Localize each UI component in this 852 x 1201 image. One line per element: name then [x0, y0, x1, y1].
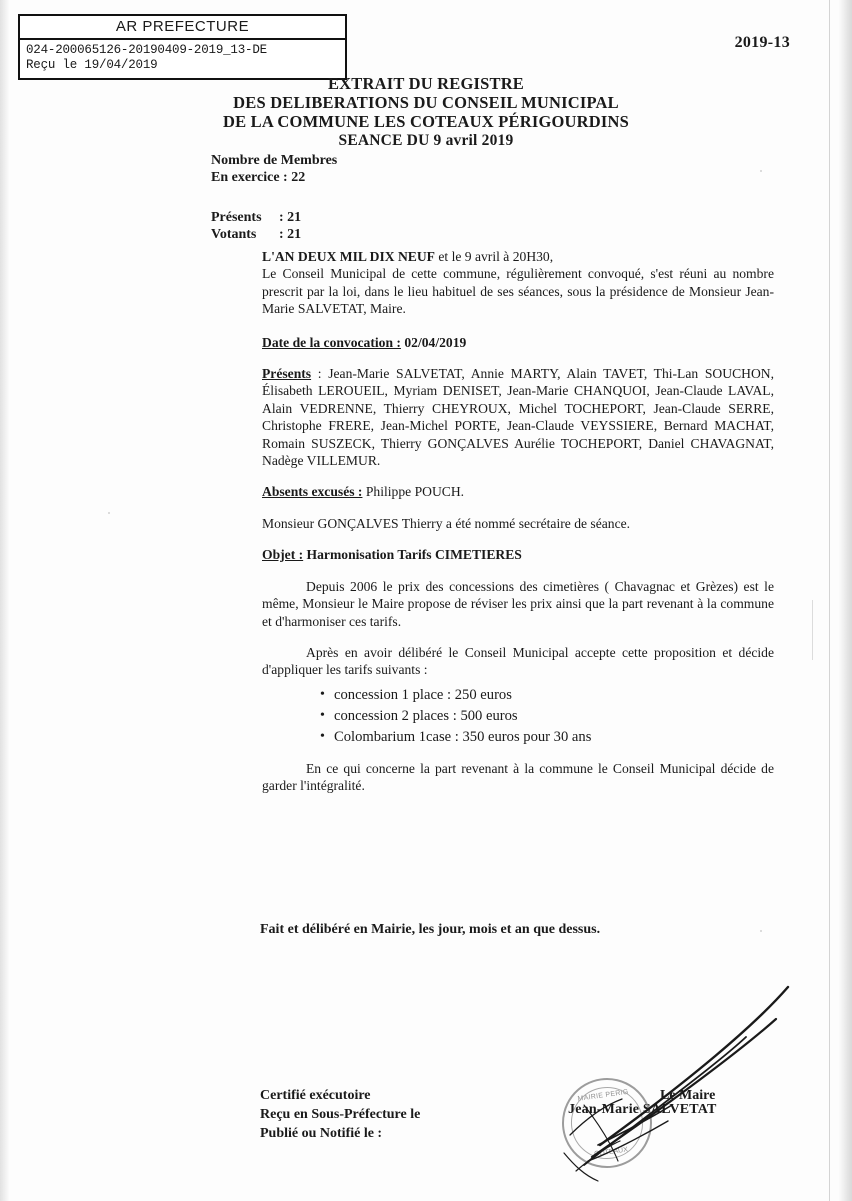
seal-bottom-text: COTEAUX — [593, 1146, 629, 1159]
seal-top-text: MAIRIE PERIG — [577, 1088, 630, 1103]
scan-edge-left — [0, 0, 10, 1201]
body-paragraph-1: Depuis 2006 le prix des concessions des cimetières ( Chavagnac et Grèzes) est le même, Monsieur le Maire propose de réviser les prix ainsi que la part revenant à la commune et d'harmoniser ces tarifs. — [262, 578, 774, 629]
absents-paragraph — [262, 483, 774, 500]
opening-paragraph — [262, 248, 774, 318]
footer-certifie: Certifié exécutoire — [260, 1088, 371, 1103]
attendance-presents-row — [211, 209, 301, 226]
presents-label: Présents — [262, 366, 312, 382]
convocation-line — [262, 334, 774, 351]
convocation-label: Date de la convocation : — [262, 334, 401, 350]
footer-recu: Reçu en Sous-Préfecture le — [260, 1107, 421, 1122]
footer-publie: Publié ou Notifié le : — [260, 1126, 383, 1141]
footer-mayor-name: Jean-Marie SALVETAT — [568, 1102, 717, 1117]
scan-line-right — [829, 0, 830, 1201]
scan-speck — [760, 170, 762, 172]
opening-rest: et le 9 avril à 20H30, — [434, 249, 554, 264]
list-item: • Colombarium 1case : 350 euros pour 30 ans — [320, 727, 774, 748]
members-en-exercice: En exercice : 22 — [211, 170, 306, 185]
list-item: • concession 1 place : 250 euros — [320, 685, 774, 706]
document-body — [262, 248, 774, 809]
members-title: Nombre de Membres — [211, 153, 338, 168]
attendance-presents-value: : 21 — [279, 210, 302, 225]
attendance-votants-row — [211, 226, 301, 243]
opening-text: Le Conseil Municipal de cette commune, régulièrement convoqué, s'est réuni au nombre prescrit par la loi, dans le lieu habituel de ses séances, sous la présidence de Monsieur Jean-Marie SALVETAT, Maire. — [262, 266, 774, 317]
objet-label: Objet : — [262, 547, 304, 563]
convocation-value: 02/04/2019 — [404, 334, 467, 350]
scan-speck — [108, 512, 110, 514]
list-item: • concession 2 places : 500 euros — [320, 706, 774, 727]
document-heading — [0, 74, 852, 150]
footer-mayor-label: Le Maire — [660, 1088, 716, 1103]
absents-value: Philippe POUCH. — [362, 484, 465, 500]
attendance-votants-label: Votants — [211, 227, 257, 242]
document-reference: 2019-13 — [734, 34, 790, 51]
ar-prefecture-date: Reçu le 19/04/2019 — [26, 58, 158, 72]
objet-paragraph — [262, 546, 774, 563]
scan-speck — [812, 600, 813, 660]
secretary-paragraph: Monsieur GONÇALVES Thierry a été nommé secrétaire de séance. — [262, 515, 631, 531]
presents-paragraph — [262, 365, 774, 469]
ar-prefecture-title: AR PREFECTURE — [20, 16, 345, 40]
ar-prefecture-body — [20, 40, 345, 78]
heading-line-4: SEANCE DU 9 avril 2019 — [338, 132, 514, 149]
heading-line-1: EXTRAIT DU REGISTRE — [327, 74, 525, 93]
ar-prefecture-stamp — [18, 14, 347, 80]
official-seal — [556, 1072, 658, 1174]
heading-line-3: DE LA COMMUNE LES COTEAUX PÉRIGOURDINS — [223, 112, 629, 131]
footer-certification — [260, 1086, 420, 1143]
attendance-block — [211, 209, 301, 243]
ar-prefecture-id: 024-200065126-20190409-2019_13-DE — [26, 43, 267, 57]
objet-value: Harmonisation Tarifs CIMETIERES — [303, 547, 522, 563]
heading-line-2: DES DELIBERATIONS DU CONSEIL MUNICIPAL — [233, 93, 619, 112]
closing-statement: Fait et délibéré en Mairie, les jour, mois et an que dessus. — [260, 922, 601, 937]
attendance-presents-label: Présents — [211, 210, 262, 225]
scan-edge-right — [838, 0, 852, 1201]
absents-label: Absents excusés : — [262, 484, 363, 500]
presents-list: : Jean-Marie SALVETAT, Annie MARTY, Alain TAVET, Thi-Lan SOUCHON, Élisabeth LEROUEIL, Myriam DENISET, Jean-Marie CHANQUOI, Jean-Claude LAVAL, Alain VEDRENNE, Thierry CHEYROUX, Michel TOCHEPORT, Jean-Claude SERRE, Christophe FRERE, Jean-Michel PORTE, Jean-Claude VEYSSIERE, Bernard MACHAT, Romain SUSZECK, Thierry GONÇALVES Aurélie TOCHEPORT, Daniel CHAVAGNAT, Nadège VILLEMUR. — [262, 366, 774, 469]
members-block — [211, 152, 337, 186]
body-paragraph-2: Après en avoir délibéré le Conseil Municipal accepte cette proposition et décide d'appliquer les tarifs suivants : — [262, 644, 774, 678]
scan-speck — [760, 930, 762, 932]
attendance-votants-value: : 21 — [279, 227, 302, 242]
opening-bold: L'AN DEUX MIL DIX NEUF — [262, 249, 435, 264]
body-paragraph-3: En ce qui concerne la part revenant à la commune le Conseil Municipal décide de garder l'intégralité. — [262, 760, 774, 794]
tariff-list — [262, 685, 774, 748]
